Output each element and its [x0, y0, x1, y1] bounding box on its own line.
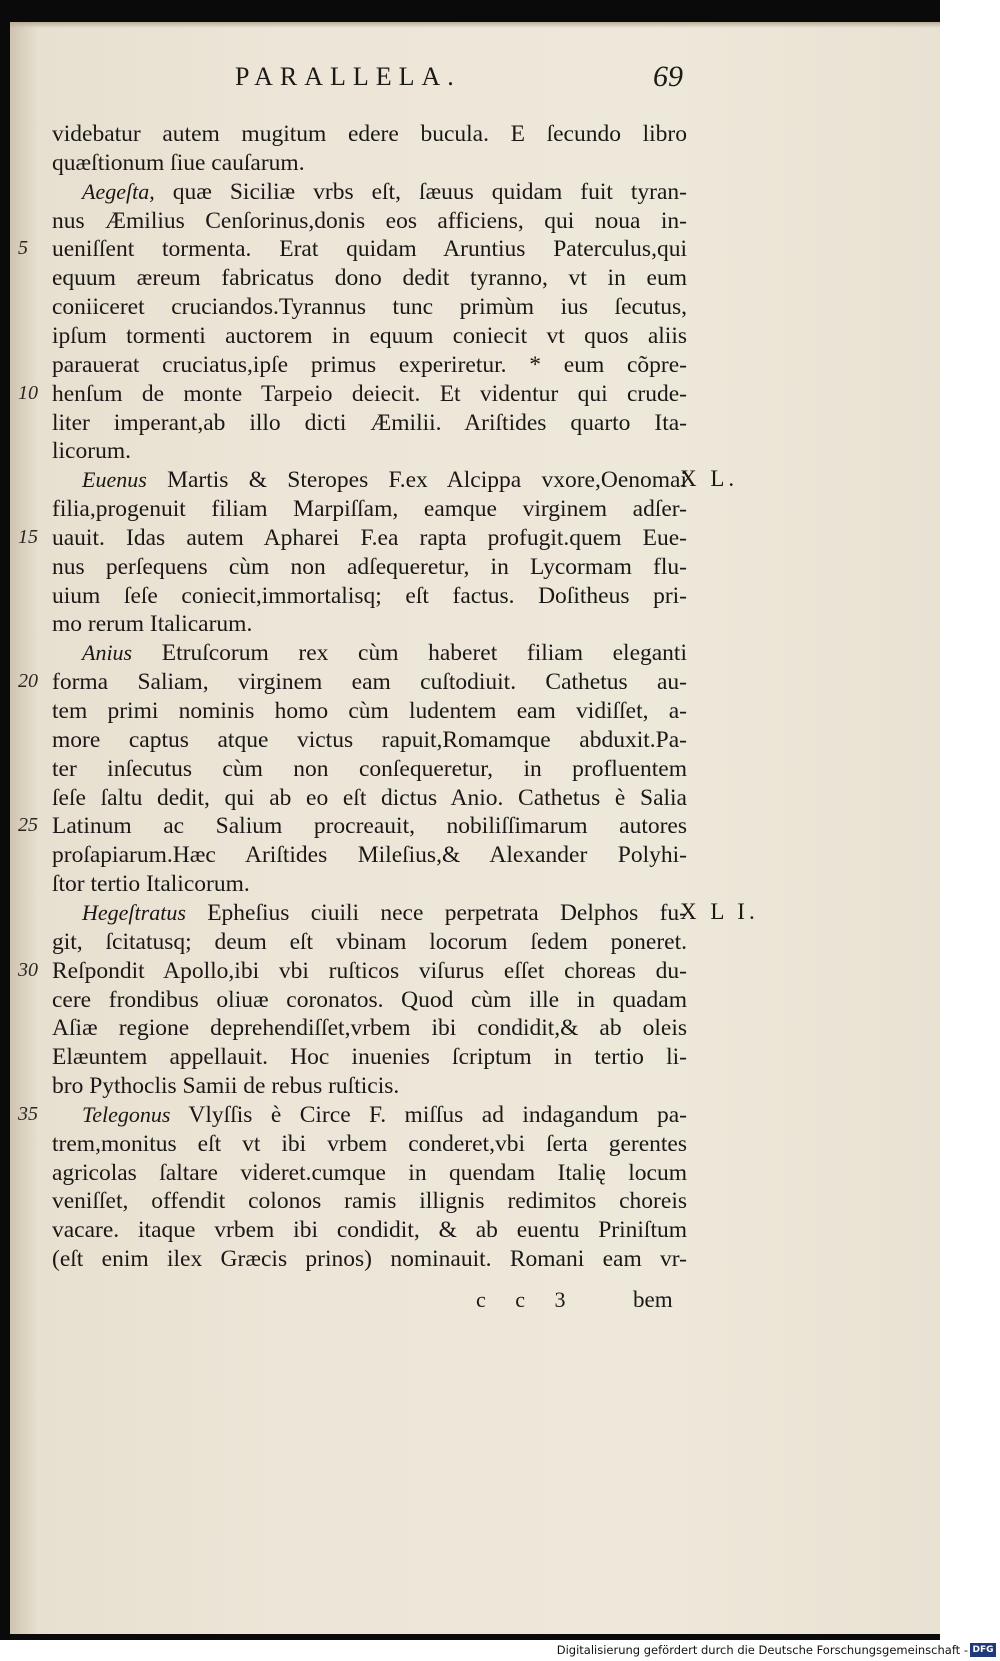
line-text: henſum de monte Tarpeio deiecit. Et videntur qui crude-	[52, 380, 687, 407]
text-line	[52, 755, 687, 783]
line-text: quæ Siciliæ vrbs eſt, ſæuus quidam fuit tyran-	[154, 178, 687, 205]
text-line	[52, 264, 687, 292]
line-text: liter imperant,ab illo dicti Æmilii. Ariſtides quarto Ita-	[52, 409, 687, 436]
text-line	[52, 870, 687, 898]
dfg-logo-icon: DFG	[970, 1643, 996, 1657]
funding-credit: Digitalisierung gefördert durch die Deutsche Forschungsgemeinschaft -	[556, 1643, 968, 1657]
marginal-chapter-number: X L I.	[680, 898, 759, 924]
line-text: git, ſcitatusq; deum eſt vbinam locorum ſedem poneret.	[52, 928, 687, 955]
text-line	[52, 178, 687, 206]
line-text: Etruſcorum rex cùm haberet filiam eleganti	[132, 640, 687, 667]
marginal-chapter-number: X L.	[680, 466, 739, 492]
line-text: Aſiæ regione deprehendiſſet,vrbem ibi condidit,& ab oleis	[52, 1015, 687, 1042]
line-text: nus perſequens cùm non adſequeretur, in Lycormam flu-	[52, 553, 687, 580]
text-line	[52, 293, 687, 321]
line-text: ueniſſent tormenta. Erat quidam Aruntius Paterculus,qui	[52, 236, 687, 263]
text-line	[52, 899, 687, 927]
line-text: coniiceret cruciandos.Tyrannus tunc primùm ius ſecutus,	[52, 294, 687, 321]
line-text: Epheſius ciuili nece perpetrata Delphos fu-	[185, 899, 687, 926]
text-line	[52, 784, 687, 812]
line-text: more captus atque victus rapuit,Romamque abduxit.Pa-	[52, 726, 687, 753]
text-line	[52, 120, 687, 148]
line-number: 5	[18, 237, 28, 260]
text-line	[52, 841, 687, 869]
line-text: mo rerum Italicarum.	[52, 611, 253, 638]
line-text: filia,progenuit filiam Marpiſſam, eamque virginem adſer-	[52, 496, 687, 523]
line-text: (eſt enim ilex Græcis prinos) nominauit. Romani eam vr-	[52, 1246, 687, 1273]
entry-heading: Aegeſta,	[82, 178, 155, 204]
text-line	[52, 1072, 687, 1100]
entry-heading: Anius	[82, 640, 133, 666]
text-line	[52, 1101, 687, 1129]
line-text: ſtor tertio Italicorum.	[52, 871, 250, 898]
line-text: Latinum ac Salium procreauit, nobiliſſimarum autores	[52, 813, 687, 840]
line-text: licorum.	[52, 438, 131, 465]
catchword: bem	[633, 1287, 673, 1312]
text-line	[52, 553, 687, 581]
text-line	[52, 928, 687, 956]
text-line	[52, 668, 687, 696]
text-line	[52, 1216, 687, 1244]
line-number: 30	[18, 958, 38, 981]
line-text: quæſtionum ſiue cauſarum.	[52, 149, 305, 176]
text-line	[52, 149, 687, 177]
text-line	[52, 437, 687, 465]
text-line	[52, 351, 687, 379]
line-text: tem primi nominis homo cùm ludentem eam vidiſſet, a-	[52, 698, 687, 724]
text-line	[52, 639, 687, 667]
line-number: 20	[18, 670, 38, 693]
text-line	[52, 235, 687, 263]
text-line	[52, 1187, 687, 1215]
text-line	[52, 812, 687, 840]
line-text: veniſſet, offendit colonos ramis illignis redimitos choreis	[52, 1188, 687, 1215]
line-text: trem,monitus eſt vt ibi vrbem conderet,vbi ſerta gerentes	[52, 1130, 687, 1157]
text-line	[52, 1130, 687, 1158]
text-line	[52, 466, 687, 494]
entry-heading: Hegeſtratus	[82, 899, 186, 925]
line-text: equum æreum fabricatus dono dedit tyranno, vt in eum	[52, 265, 687, 292]
text-line	[52, 1159, 687, 1187]
line-text: Vlyſſis è Circe F. miſſus ad indagandum pa-	[170, 1101, 687, 1128]
text-line	[52, 409, 687, 437]
line-text: uium ſeſe coniecit,immortalisq; eſt factus. Doſitheus pri-	[52, 582, 687, 609]
running-head: PARALLELA.	[235, 62, 461, 91]
line-text: vacare. itaque vrbem ibi condidit, & ab euentu Priniſtum	[52, 1217, 687, 1244]
text-line	[52, 524, 687, 552]
line-text: forma Saliam, virginem eam cuſtodiuit. Cathetus au-	[52, 669, 687, 696]
text-line	[52, 986, 687, 1014]
line-text: ipſum tormenti auctorem in equum coniecit vt quos aliis	[52, 322, 687, 349]
signature-mark: c c 3	[476, 1287, 578, 1312]
line-text: Elæuntem appellauit. Hoc inuenies ſcriptum in tertio li-	[52, 1044, 687, 1071]
line-text: ter inſecutus cùm non conſequeretur, in profluentem	[52, 755, 687, 782]
text-line	[52, 610, 687, 638]
text-line	[52, 1014, 687, 1042]
line-text: parauerat cruciatus,ipſe primus experiretur. * eum cõpre-	[52, 351, 687, 378]
line-text: bro Pythoclis Samii de rebus ruſticis.	[52, 1073, 400, 1100]
line-text: uauit. Idas autem Apharei F.ea rapta profugit.quem Eue-	[52, 524, 687, 551]
text-line	[52, 380, 687, 408]
line-number: 25	[18, 814, 38, 837]
page-number: 69	[653, 60, 683, 93]
line-text: Reſpondit Apollo,ibi vbi ruſticos viſurus eſſet choreas du-	[52, 957, 687, 984]
line-text: agricolas ſaltare videret.cumque in quendam Italię locum	[52, 1159, 687, 1186]
text-line	[52, 207, 687, 235]
line-number: 35	[18, 1102, 38, 1125]
text-line	[52, 1245, 687, 1273]
text-line	[52, 322, 687, 350]
text-line	[52, 1043, 687, 1071]
entry-heading: Euenus	[82, 467, 147, 493]
entry-heading: Telegonus	[82, 1101, 171, 1127]
text-line	[52, 697, 687, 725]
book-page	[10, 22, 940, 1634]
text-line	[52, 495, 687, 523]
text-line	[52, 726, 687, 754]
text-line	[52, 957, 687, 985]
line-number: 10	[18, 381, 38, 404]
line-text: videbatur autem mugitum edere bucula. E ſecundo libro	[52, 121, 687, 147]
line-number: 15	[18, 525, 38, 548]
line-text: nus Æmilius Cenſorinus,donis eos afficiens, qui noua in-	[52, 207, 687, 234]
line-text: Martis & Steropes F.ex Alcippa vxore,Oenomai	[146, 467, 687, 494]
line-text: cere frondibus oliuæ coronatos. Quod cùm ille in quadam	[52, 986, 687, 1013]
page-edge	[10, 22, 940, 28]
line-text: ſeſe ſaltu dedit, qui ab eo eſt dictus Anio. Cathetus è Salia	[52, 784, 687, 811]
line-text: proſapiarum.Hæc Ariſtides Mileſius,& Alexander Polyhi-	[52, 842, 687, 869]
text-line	[52, 582, 687, 610]
